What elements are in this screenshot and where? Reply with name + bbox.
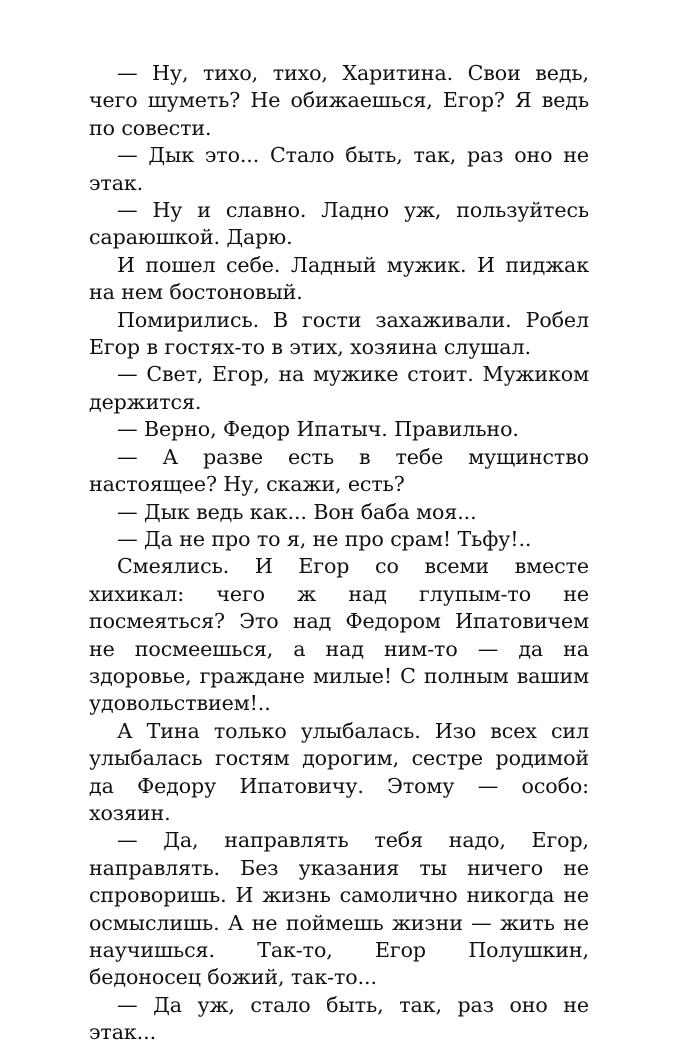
paragraph-13: — Да, направлять тебя надо, Егор, направлять. Без указания ты ничего не спроворишь. И жизнь самолично никогда не осмыслишь. А не поймешь жизни — жить не научишься. Так-то, Егор Полушкин, бедоносец божий, так-то... <box>89 828 589 990</box>
paragraph-14: — Да уж, стало быть, так, раз оно не этак... <box>89 992 589 1045</box>
paragraph-1: — Ну, тихо, тихо, Харитина. Свои ведь, чего шуметь? Не обижаешься, Егор? Я ведь по совести. <box>89 61 589 140</box>
paragraph-9: — Дык ведь как... Вон баба моя... <box>117 499 477 524</box>
paragraph-12: А Тина только улыбалась. Изо всех сил улыбалась гостям дорогим, сестре родимой да Федору Ипатовичу. Этому — особо: хозяин. <box>89 718 589 825</box>
paragraph-8: — А разве есть в тебе мущинство настоящее? Ну, скажи, есть? <box>89 444 589 497</box>
page-text-block <box>89 60 589 1047</box>
paragraph-7: — Верно, Федор Ипатыч. Правильно. <box>117 417 519 442</box>
paragraph-3: — Ну и славно. Ладно уж, пользуйтесь сараюшкой. Дарю. <box>89 198 589 250</box>
paragraph-11: Смеялись. И Егор со всеми вместе хихикал: чего ж над глупым-то не посмеяться? Это над Федором Ипатовичем не посмеешься, а над ним-то — да на здоровье, граждане милые! С полным вашим удовольствием!.. <box>89 554 589 716</box>
paragraph-10: — Да не про то я, не про срам! Тьфу!.. <box>117 526 532 551</box>
paragraph-5: Помирились. В гости захаживали. Робел Егор в гостях-то в этих, хозяина слушал. <box>89 307 589 360</box>
paragraph-4: И пошел себе. Ладный мужик. И пиджак на нем бостоновый. <box>89 252 589 305</box>
paragraph-6: — Свет, Егор, на мужике стоит. Мужиком держится. <box>89 362 589 414</box>
paragraph-2: — Дык это... Стало быть, так, раз оно не этак. <box>89 143 589 195</box>
